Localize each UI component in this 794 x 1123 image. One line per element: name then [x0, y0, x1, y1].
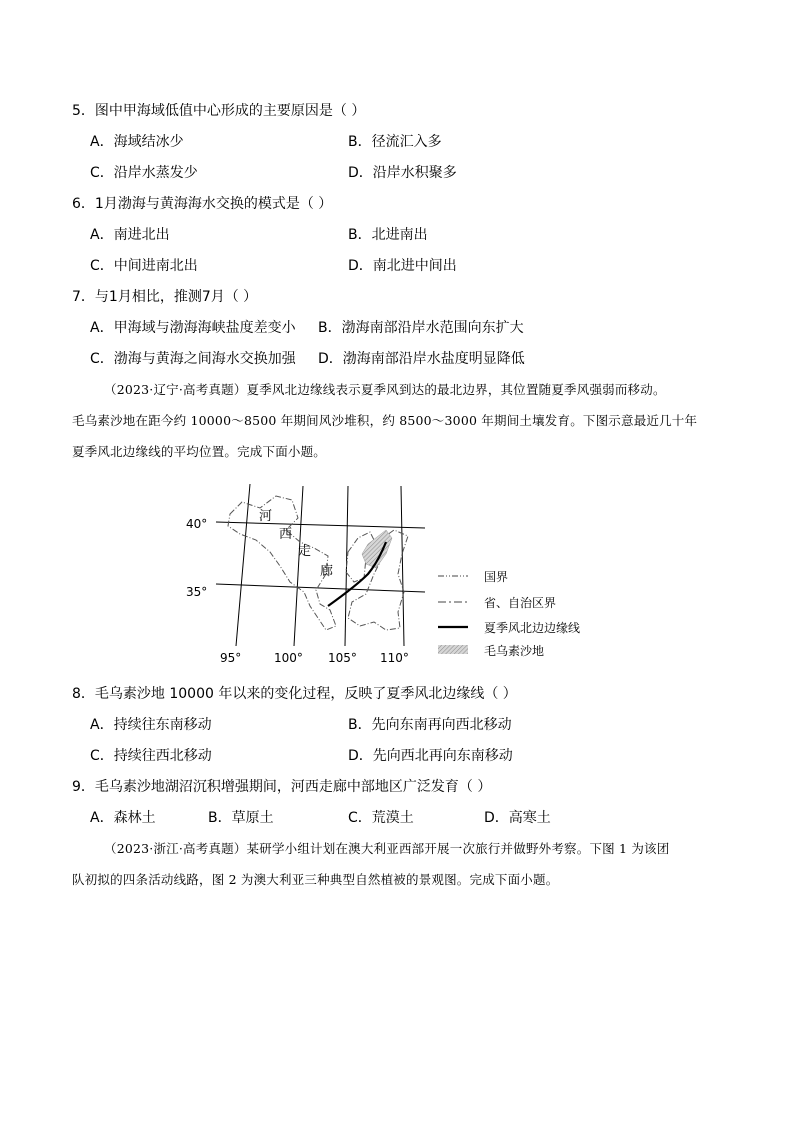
q6-option-b: B．北进南出: [348, 227, 428, 243]
legend-desert-symbol: [438, 645, 468, 654]
q5-option-c: C．沿岸水蒸发少: [90, 165, 198, 181]
monsoon-map: [180, 478, 600, 668]
q7-option-a: A．甲海域与渤海海峡盐度差变小: [90, 320, 296, 336]
q6-stem: 6．1月渤海与黄海海水交换的模式是（ ）: [72, 196, 333, 212]
lat-label-35: 35°: [186, 585, 208, 599]
province-boundary-gansu: [228, 496, 336, 630]
q6-option-c: C．中间进南北出: [90, 258, 198, 274]
q5-option-b: B．径流汇入多: [348, 134, 442, 150]
q7-option-c: C．渤海与黄海之间海水交换加强: [90, 351, 296, 367]
passage1-line2: 毛乌素沙地在距今约 10000～8500 年期间风沙堆积，约 8500～3000 年期间土壤发育。下图示意最近几十年: [72, 413, 698, 428]
legend-desert-label: 毛乌素沙地: [484, 644, 545, 658]
q9-option-c: C．荒漠土: [348, 810, 414, 826]
q7-option-b: B．渤海南部沿岸水范围向东扩大: [318, 320, 524, 336]
lon-label-105: 105°: [328, 651, 357, 665]
legend-monsoon-label: 夏季风北边边缘线: [484, 621, 581, 635]
lon-label-100: 100°: [274, 651, 303, 665]
q9-option-a: A．森林土: [90, 810, 156, 826]
longitude-110-line: [401, 486, 404, 646]
q8-option-a: A．持续往东南移动: [90, 717, 212, 733]
map-label-xi: 西: [279, 527, 293, 542]
legend-national-label: 国界: [484, 570, 509, 584]
map-label-lang: 廊: [320, 564, 334, 579]
q6-option-a: A．南进北出: [90, 227, 170, 243]
q7-option-d: D．渤海南部沿岸水盐度明显降低: [318, 351, 525, 367]
latitude-40-line: [216, 522, 425, 528]
q8-option-b: B．先向东南再向西北移动: [348, 717, 512, 733]
q5-stem: 5．图中甲海域低值中心形成的主要原因是（ ）: [72, 103, 366, 119]
map-label-he: 河: [259, 509, 273, 524]
passage1-line3: 夏季风北边缘线的平均位置。完成下面小题。: [72, 444, 327, 459]
q8-option-d: D．先向西北再向东南移动: [348, 748, 513, 764]
map-label-zou: 走: [298, 544, 312, 559]
q9-option-d: D．高寒土: [484, 810, 551, 826]
q9-option-b: B．草原土: [208, 810, 274, 826]
longitude-95-line: [236, 484, 250, 646]
q5-option-d: D．沿岸水积聚多: [348, 165, 457, 181]
q8-option-c: C．持续往西北移动: [90, 748, 212, 764]
q8-stem: 8．毛乌素沙地 10000 年以来的变化过程，反映了夏季风北边缘线（ ）: [72, 686, 517, 702]
lon-label-110: 110°: [380, 651, 409, 665]
lon-label-95: 95°: [220, 651, 242, 665]
q6-option-d: D．南北进中间出: [348, 258, 457, 274]
passage1-line1: （2023·辽宁·高考真题）夏季风北边缘线表示夏季风到达的最北边界，其位置随夏季风强弱而移动。: [104, 382, 666, 397]
legend-provincial-label: 省、自治区界: [484, 596, 557, 610]
q9-stem: 9．毛乌素沙地湖沼沉积增强期间，河西走廊中部地区广泛发育（ ）: [72, 779, 492, 795]
passage2-line2: 队初拟的四条活动线路，图 2 为澳大利亚三种典型自然植被的景观图。完成下面小题。: [72, 872, 559, 887]
lat-label-40: 40°: [186, 517, 208, 531]
latitude-35-line: [216, 584, 425, 592]
q7-stem: 7．与1月相比，推测7月（ ）: [72, 289, 258, 305]
passage2-line1: （2023·浙江·高考真题）某研学小组计划在澳大利亚西部开展一次旅行并做野外考察。下图 1 为该团: [104, 841, 670, 856]
q5-option-a: A．海域结冰少: [90, 134, 184, 150]
